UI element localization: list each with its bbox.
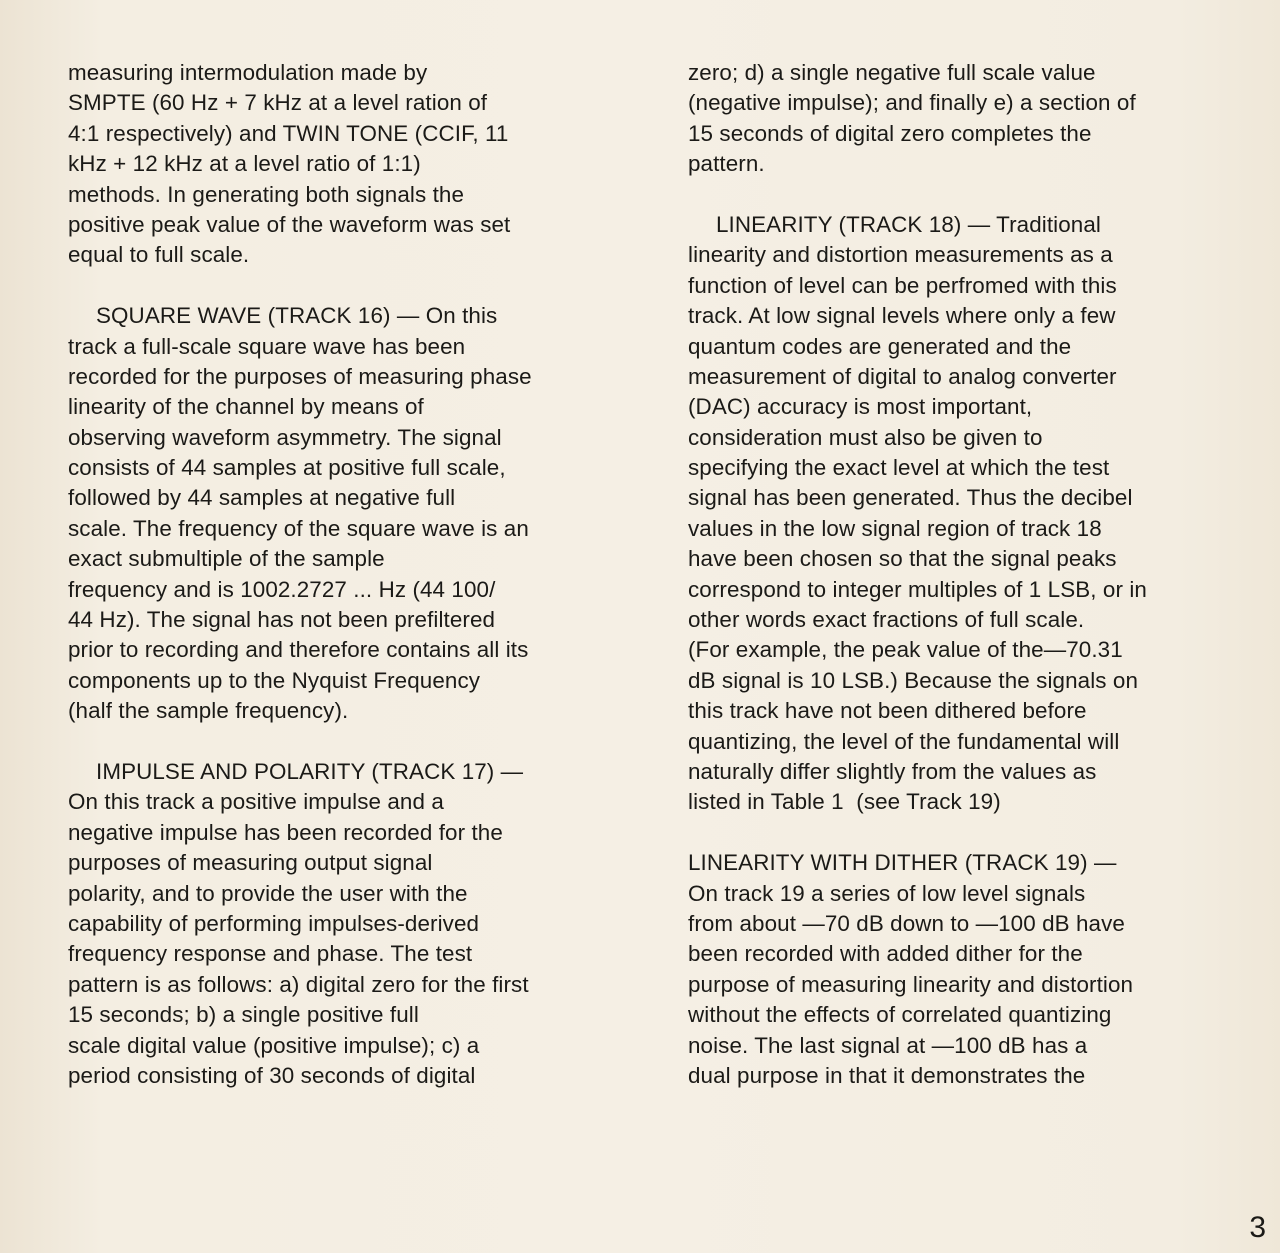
paragraph-gap	[688, 180, 1248, 210]
text-line: measuring intermodulation made by	[68, 60, 428, 85]
text-line: dual purpose in that it demonstrates the	[688, 1062, 1086, 1088]
text-line: followed by 44 samples at negative full	[68, 485, 456, 511]
text-line: exact submultiple of the sample	[68, 546, 385, 572]
text-line: methods. In generating both signals the	[68, 181, 464, 207]
text-line: 4:1 respectively) and TWIN TONE (CCIF, 11	[68, 120, 509, 146]
text-line: components up to the Nyquist Frequency	[68, 667, 481, 693]
text-line: SMPTE (60 Hz + 7 kHz at a level ration of	[68, 90, 488, 116]
paragraph-gap	[68, 727, 648, 757]
text-line: period consisting of 30 seconds of digital	[68, 1062, 476, 1088]
text-line: frequency response and phase. The test	[68, 941, 473, 967]
text-line: have been chosen so that the signal peaks	[688, 546, 1117, 572]
left-text-column	[68, 58, 648, 1091]
text-line: scale. The frequency of the square wave is an	[68, 515, 529, 541]
text-line: been recorded with added dither for the	[688, 941, 1083, 967]
text-line: quantum codes are generated and the	[688, 333, 1072, 359]
text-line: On track 19 a series of low level signals	[688, 880, 1086, 906]
section-heading-square-wave: SQUARE WAVE (TRACK 16) — On this	[96, 303, 498, 329]
paragraph-gap	[68, 271, 648, 301]
text-line: positive peak value of the waveform was set	[68, 211, 511, 237]
text-line: noise. The last signal at —100 dB has a	[688, 1032, 1088, 1058]
text-line: purposes of measuring output signal	[68, 850, 433, 876]
section-heading-linearity-dither: LINEARITY WITH DITHER (TRACK 19) —	[688, 850, 1117, 876]
text-line: linearity of the channel by means of	[68, 394, 424, 420]
text-line: measurement of digital to analog converter	[688, 363, 1117, 389]
text-line: frequency and is 1002.2727 ... Hz (44 100/	[68, 576, 496, 602]
text-line: (For example, the peak value of the—70.31	[688, 637, 1123, 663]
text-line: polarity, and to provide the user with the	[68, 880, 468, 906]
right-text-column	[688, 58, 1248, 1091]
text-line: pattern is as follows: a) digital zero for the first	[68, 971, 529, 997]
text-line: without the effects of correlated quantizing	[688, 1002, 1112, 1028]
text-line: this track have not been dithered before	[688, 698, 1087, 724]
text-line: 15 seconds; b) a single positive full	[68, 1002, 419, 1028]
text-line: signal has been generated. Thus the decibel	[688, 485, 1133, 511]
text-line: naturally differ slightly from the values as	[688, 758, 1097, 784]
section-heading-linearity: LINEARITY (TRACK 18) — Traditional	[716, 211, 1101, 237]
text-line: equal to full scale.	[68, 242, 250, 268]
text-line: 44 Hz). The signal has not been prefiltered	[68, 607, 496, 633]
text-line: other words exact fractions of full scale.	[688, 607, 1085, 633]
text-line: pattern.	[688, 151, 765, 177]
paragraph-gap	[688, 818, 1248, 848]
text-line: correspond to integer multiples of 1 LSB, or in	[688, 576, 1147, 602]
text-line: consideration must also be given to	[688, 424, 1043, 450]
text-line: (DAC) accuracy is most important,	[688, 394, 1033, 420]
text-line: values in the low signal region of track 18	[688, 515, 1102, 541]
text-line: specifying the exact level at which the test	[688, 455, 1110, 481]
page-number: 3	[1249, 1211, 1266, 1244]
text-line: observing waveform asymmetry. The signal	[68, 424, 502, 450]
text-line: 15 seconds of digital zero completes the	[688, 120, 1092, 146]
text-line: listed in Table 1 (see Track 19)	[688, 789, 1001, 815]
text-line: On this track a positive impulse and a	[68, 789, 444, 815]
text-line: consists of 44 samples at positive full scale,	[68, 455, 506, 481]
text-line: quantizing, the level of the fundamental will	[688, 728, 1120, 754]
text-line: dB signal is 10 LSB.) Because the signals on	[688, 667, 1138, 693]
text-line: capability of performing impulses-derived	[68, 910, 480, 936]
text-line: purpose of measuring linearity and distortion	[688, 971, 1134, 997]
text-line: track. At low signal levels where only a few	[688, 303, 1116, 329]
text-line: (negative impulse); and finally e) a section of	[688, 90, 1136, 116]
text-line: recorded for the purposes of measuring phase	[68, 363, 532, 389]
text-line: function of level can be perfromed with this	[688, 272, 1117, 298]
text-line: (half the sample frequency).	[68, 698, 349, 724]
text-line: from about —70 dB down to —100 dB have	[688, 910, 1125, 936]
text-line: zero; d) a single negative full scale value	[688, 60, 1096, 85]
text-line: track a full-scale square wave has been	[68, 333, 466, 359]
text-line: scale digital value (positive impulse); c) a	[68, 1032, 480, 1058]
text-line: negative impulse has been recorded for the	[68, 819, 503, 845]
text-line: linearity and distortion measurements as a	[688, 242, 1113, 268]
text-line: kHz + 12 kHz at a level ratio of 1:1)	[68, 151, 421, 177]
text-line: prior to recording and therefore contains all its	[68, 637, 529, 663]
section-heading-impulse-polarity: IMPULSE AND POLARITY (TRACK 17) —	[96, 758, 524, 784]
